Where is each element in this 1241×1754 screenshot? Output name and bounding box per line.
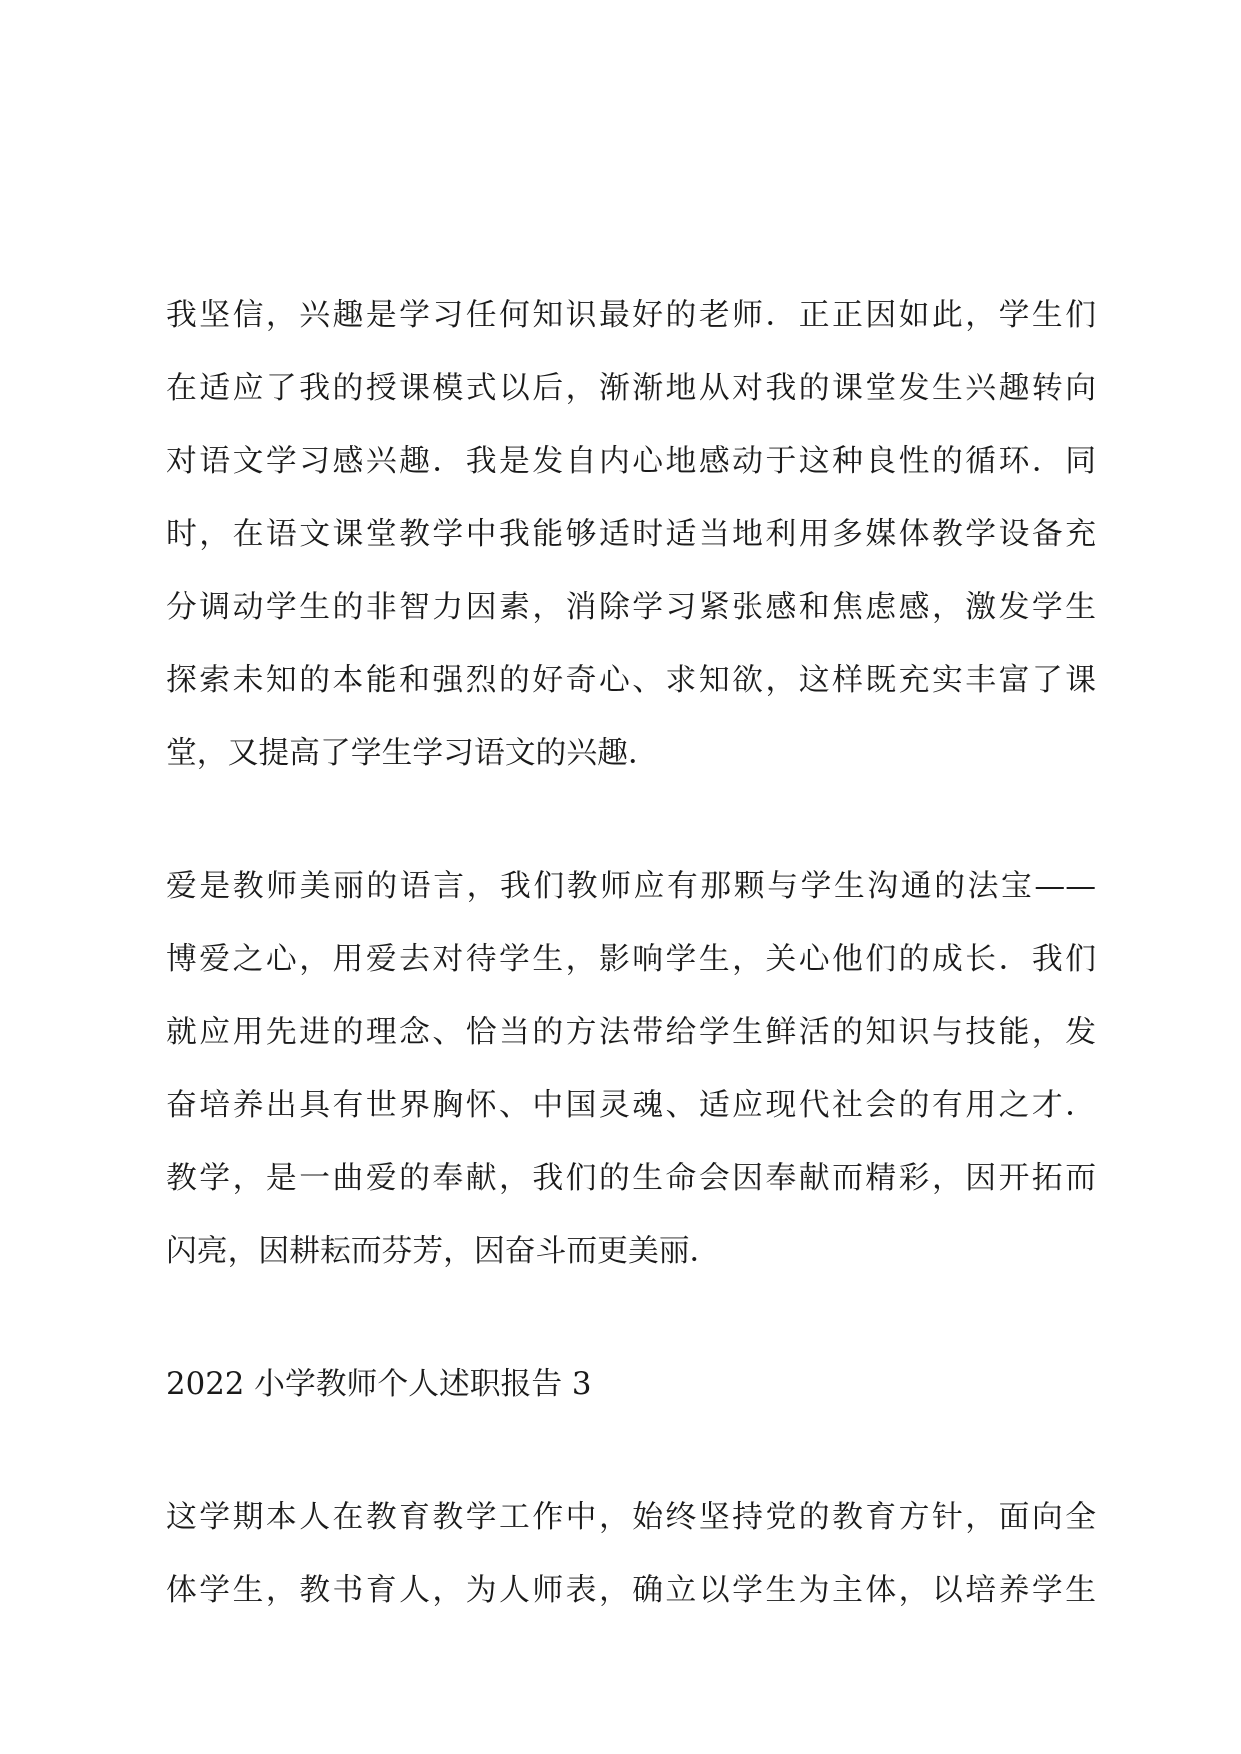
paragraph-line: 探索未知的本能和强烈的好奇心、求知欲，这样既充实丰富了课 — [166, 662, 1096, 698]
paragraph-line: 博爱之心，用爱去对待学生，影响学生，关心他们的成长．我们 — [166, 941, 1096, 977]
paragraph-line: 时，在语文课堂教学中我能够适时适当地利用多媒体教学设备充 — [166, 516, 1096, 552]
paragraph-line: 就应用先进的理念、恰当的方法带给学生鲜活的知识与技能，发 — [166, 1014, 1096, 1050]
paragraph-line: 堂，又提高了学生学习语文的兴趣． — [166, 735, 659, 771]
paragraph-line: 对语文学习感兴趣．我是发自内心地感动于这种良性的循环．同 — [166, 443, 1096, 479]
paragraph-line: 在适应了我的授课模式以后，渐渐地从对我的课堂发生兴趣转向 — [166, 370, 1096, 406]
paragraph-line: 奋培养出具有世界胸怀、中国灵魂、适应现代社会的有用之才． — [166, 1087, 1096, 1123]
paragraph-line: 这学期本人在教育教学工作中，始终坚持党的教育方针，面向全 — [166, 1499, 1096, 1535]
section-heading: 2022 小学教师个人述职报告 3 — [166, 1366, 592, 1402]
paragraph-line: 体学生，教书育人，为人师表，确立以学生为主体，以培养学生 — [166, 1572, 1096, 1608]
paragraph-line: 我坚信，兴趣是学习任何知识最好的老师．正正因如此，学生们 — [166, 297, 1096, 333]
paragraph-line: 教学，是一曲爱的奉献，我们的生命会因奉献而精彩，因开拓而 — [166, 1160, 1096, 1196]
paragraph-line: 闪亮，因耕耘而芬芳，因奋斗而更美丽． — [166, 1233, 721, 1269]
paragraph-line: 分调动学生的非智力因素，消除学习紧张感和焦虑感，激发学生 — [166, 589, 1096, 625]
paragraph-line: 爱是教师美丽的语言，我们教师应有那颗与学生沟通的法宝—— — [166, 868, 1096, 904]
